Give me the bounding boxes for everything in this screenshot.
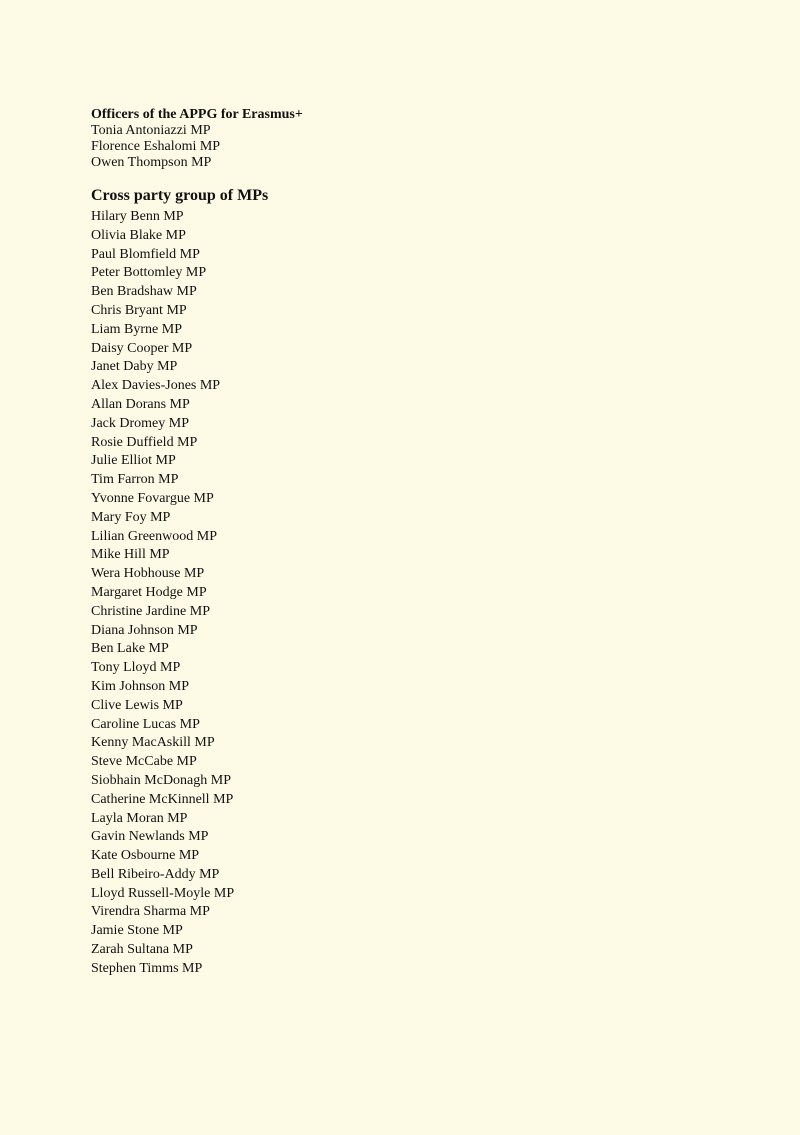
list-item: Clive Lewis MP: [91, 697, 183, 713]
list-item: Steve McCabe MP: [91, 754, 197, 770]
list-item: Caroline Lucas MP: [91, 716, 200, 732]
list-item: Jack Dromey MP: [91, 415, 189, 431]
list-item: Diana Johnson MP: [91, 622, 198, 638]
list-item: Gavin Newlands MP: [91, 829, 209, 845]
list-item: Tony Lloyd MP: [91, 660, 181, 676]
list-item: Paul Blomfield MP: [91, 246, 200, 262]
list-item: Margaret Hodge MP: [91, 584, 207, 600]
list-item: Layla Moran MP: [91, 810, 188, 826]
list-item: Hilary Benn MP: [91, 209, 184, 224]
list-item: Tim Farron MP: [91, 472, 179, 488]
list-item: Zarah Sultana MP: [91, 942, 193, 958]
list-item: Kim Johnson MP: [91, 678, 190, 694]
list-item: Siobhain McDonagh MP: [91, 772, 231, 788]
list-item: Jamie Stone MP: [91, 923, 183, 939]
list-item: Stephen Timms MP: [91, 960, 203, 976]
list-item: Owen Thompson MP: [91, 155, 212, 170]
list-item: Daisy Cooper MP: [91, 340, 193, 356]
list-item: Catherine McKinnell MP: [91, 791, 234, 807]
list-item: Ben Lake MP: [91, 641, 169, 657]
list-item: Allan Dorans MP: [91, 396, 190, 412]
list-item: Christine Jardine MP: [91, 603, 210, 619]
list-item: Julie Elliot MP: [91, 453, 176, 469]
list-item: Peter Bottomley MP: [91, 265, 207, 281]
officers-list: [91, 123, 771, 171]
list-item: Janet Daby MP: [91, 359, 178, 375]
cross-party-heading: Cross party group of MPs: [91, 187, 269, 204]
list-item: Wera Hobhouse MP: [91, 566, 205, 582]
list-item: Rosie Duffield MP: [91, 434, 198, 450]
list-item: Ben Bradshaw MP: [91, 284, 197, 300]
list-item: Mike Hill MP: [91, 547, 170, 563]
list-item: Olivia Blake MP: [91, 227, 186, 243]
list-item: Florence Eshalomi MP: [91, 139, 221, 154]
list-item: Kate Osbourne MP: [91, 848, 200, 864]
list-item: Yvonne Fovargue MP: [91, 490, 214, 506]
list-item: Mary Foy MP: [91, 509, 171, 525]
list-item: Alex Davies-Jones MP: [91, 378, 221, 394]
list-item: Liam Byrne MP: [91, 321, 182, 337]
cross-party-list: [91, 208, 771, 979]
list-item: Lilian Greenwood MP: [91, 528, 217, 544]
list-item: Tonia Antoniazzi MP: [91, 123, 211, 138]
list-item: Kenny MacAskill MP: [91, 735, 215, 751]
list-item: Virendra Sharma MP: [91, 904, 210, 920]
list-item: Lloyd Russell-Moyle MP: [91, 885, 235, 901]
document-page: [91, 107, 771, 979]
list-item: Chris Bryant MP: [91, 302, 187, 318]
list-item: Bell Ribeiro-Addy MP: [91, 866, 220, 882]
officers-heading: Officers of the APPG for Erasmus+: [91, 107, 303, 122]
